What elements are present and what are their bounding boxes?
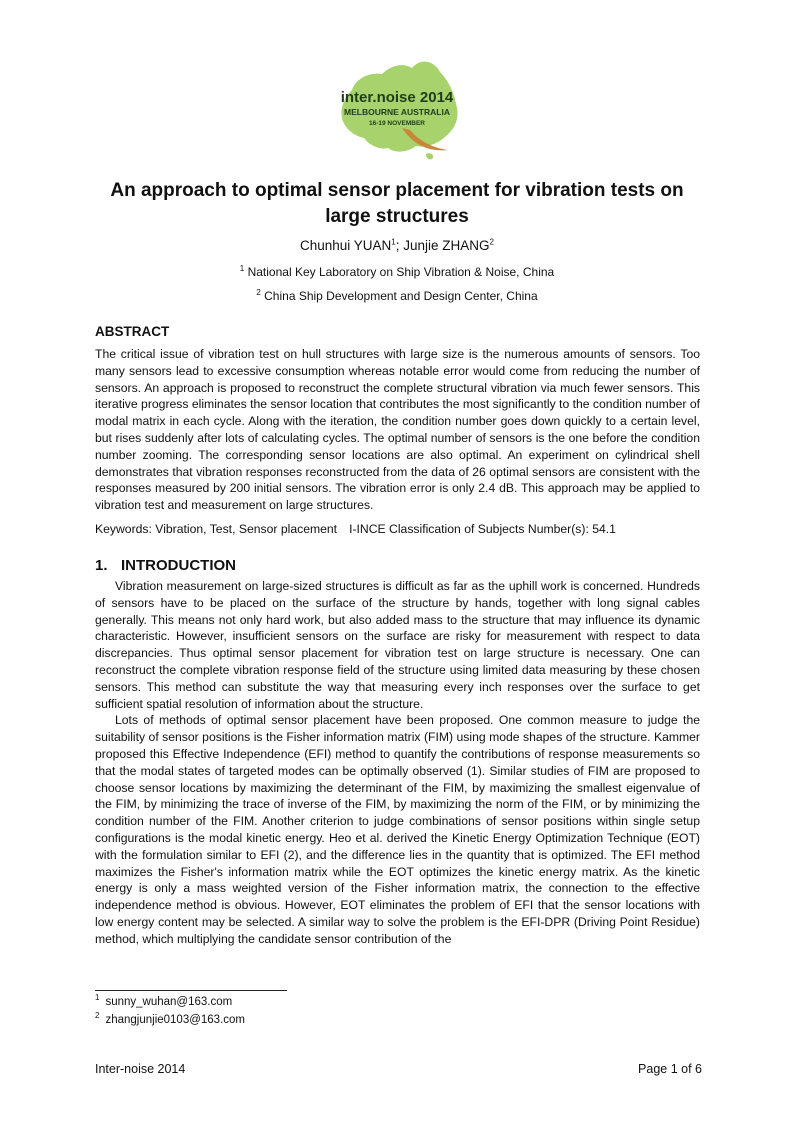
conference-logo — [330, 56, 464, 164]
footnote-2-email: zhangjunjie0103@163.com — [105, 1014, 246, 1026]
footer-page-number: Page 1 of 6 — [638, 1062, 702, 1076]
tasmania-shape — [426, 153, 433, 159]
section-title: INTRODUCTION — [121, 557, 236, 574]
author-2-name: Junjie ZHANG — [403, 238, 490, 253]
intro-paragraph-2: Lots of methods of optimal sensor placement have been proposed. One common measure to judge the suitability of sensor positions is the Fisher information matrix (FIM) using mode shapes of the structure. Kammer proposed this Effective Independence (EFI) method to quantify the contributions of response measurements so that the modal states of targeted modes can be optimally observed (1). Similar studies of FIM are proposed to choose sensor locations by maximizing the determinant of the FIM, by maximizing the smallest eigenvalue of the FIM, by minimizing the trace of inverse of the FIM, by maximizing the norm of the FIM, or by minimizing the condition number of the FIM. Another criterion to judge combinations of sensor positions within single setup configurations is the modal kinetic energy. Heo et al. derived the Kinetic Energy Optimization Technique (EOT) with the formulation similar to EFI (2), and the difference lies in the quantity that is optimized. The EFI method maximizes the Fisher's information matrix while the EOT optimizes the kinetic energy matrix. As the kinetic energy is only a mass weighted version of the Fisher information matrix, the connection to the effective independence method is obvious. However, EOT eliminates the problem of EFI that the sensor locations with low energy content may be selected. A similar way to solve the problem is the EFI-DPR (Driving Point Residue) method, which multiplying the candidate sensor contribution of the — [95, 713, 700, 946]
affiliation-2-mark: 2 — [256, 288, 261, 297]
abstract-heading: ABSTRACT — [95, 324, 170, 339]
author-2-mark: 2 — [489, 237, 494, 247]
author-1-name: Chunhui YUAN — [299, 238, 392, 253]
logo-line-3: 16-19 NOVEMBER — [369, 120, 425, 127]
section-heading-introduction — [95, 557, 236, 574]
logo-line-1: inter.noise 2014 — [340, 89, 454, 106]
footnote-1-email: sunny_wuhan@163.com — [105, 996, 233, 1008]
paper-title: An approach to optimal sensor placement for vibration tests on large structures — [110, 180, 684, 227]
abstract-text: The critical issue of vibration test on hull structures with large size is the numerous amounts of sensors. Too many sensors lead to excessive consumption whereas notable error would come from reducing the number of sensors. An approach is proposed to reconstruct the complete structural vibration via much fewer sensors. This iterative progress eliminates the sensor location that contributes the most significantly to the condition number of modal matrix in each cycle. Along with the iteration, the condition number goes down quickly to a certain level, but rises suddenly after lots of calculating cycles. The optimal number of sensors is the one before the condition number zooming. The corresponding sensor locations are also optimal. An experiment on cylindrical shell demonstrates that vibration responses reconstructed from the data of 26 optimal sensors are consistent with the responses measured by 200 initial sensors. The vibration error is only 2.4 dB. This approach may be applied to vibration test and measurement on large structures. — [95, 347, 700, 513]
footer-conference: Inter-noise 2014 — [95, 1062, 186, 1076]
intro-paragraph-1: Vibration measurement on large-sized structures is difficult as far as the uphill work is concerned. Hundreds of sensors have to be placed on the surface of the structure by hands, together with long signal cables generally. This means not only hard work, but also added mass to the structure that may influence its dynamic characteristic. However, insufficient sensors on the surface are risky for measurement with respect to data discrepancies. Thus optimal sensor placement for vibration test on large structure is necessary. One can reconstruct the complete vibration response field of the structure using limited data measuring by these chosen sensors. This method can substitute the way that measuring every inch responses over the surface to get sufficient spatial resolution of information about the structure. — [95, 579, 700, 711]
affiliation-1-text: National Key Laboratory on Ship Vibration & Noise, China — [247, 265, 555, 279]
author-separator: ; — [395, 238, 404, 253]
affiliation-1-mark: 1 — [239, 264, 245, 273]
affiliation-1 — [0, 265, 794, 279]
author-1-mark: 1 — [391, 237, 396, 247]
footnote-1 — [95, 993, 233, 1008]
logo-line-2: MELBOURNE AUSTRALIA — [344, 107, 450, 117]
affiliation-2-text: China Ship Development and Design Center, China — [264, 289, 538, 303]
section-number: 1. — [95, 557, 108, 574]
footnote-2-mark: 2 — [95, 1011, 100, 1021]
footnote-2 — [95, 1011, 246, 1026]
keywords-text: Keywords: Vibration, Test, Sensor placement — [95, 522, 338, 536]
footnote-divider — [95, 990, 287, 991]
classification-text: I-INCE Classification of Subjects Number(s): 54.1 — [349, 522, 616, 536]
introduction-body — [95, 578, 700, 948]
keywords-line — [95, 522, 616, 536]
footnote-1-mark: 1 — [95, 993, 100, 1003]
author-list — [0, 238, 794, 253]
affiliation-2 — [0, 289, 794, 303]
